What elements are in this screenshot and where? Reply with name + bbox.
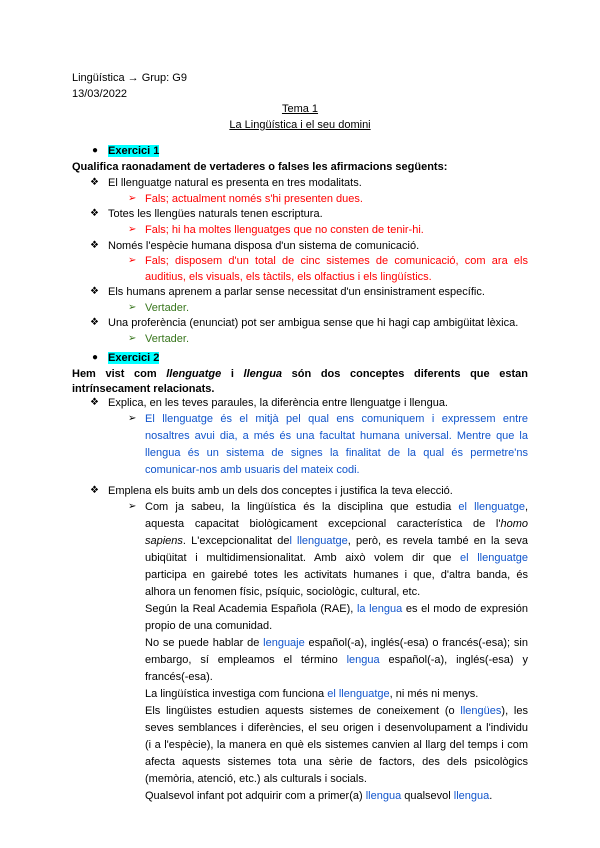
diamond-icon: ❖ [90, 208, 99, 219]
diamond-icon: ❖ [90, 240, 99, 251]
fill-paragraph-1-line-2: aquesta capacitat biològicament excepcional característica de l'homo [145, 518, 528, 530]
fill-paragraph-1-line-4: ubiqüitat i multidimensionalitat. Amb això volem dir que el llenguatge [145, 552, 528, 564]
answer-q1-line-2: nosaltres avui dia, a més és una facultat humana universal. Mentre que la [145, 430, 528, 442]
arrow-icon: ➢ [128, 224, 137, 235]
exercise-2-intro-line-1: Hem vist com llenguatge i llengua són dos conceptes diferents que estan [72, 368, 528, 380]
answer-2: Fals; hi ha moltes llenguatges que no consten de tenir-hi. [145, 224, 424, 236]
diamond-icon: ❖ [90, 286, 99, 297]
fill-paragraph-6: Qualsevol infant pot adquirir com a primer(a) llengua qualsevol llengua. [145, 790, 493, 802]
answer-q1-line-3: llengua és un sistema de signes la finalitat de la qual és permetre'ns [145, 447, 528, 459]
fill-paragraph-1-line-5: participa en gairebé totes les activitats humanes i que, d'altra banda, és [145, 569, 528, 581]
fill-paragraph-1-line-6: alhora un fenomen físic, psíquic, sociològic, cultural, etc. [145, 586, 421, 598]
document-subject: Lingüística → Grup: G9 [72, 72, 187, 84]
answer-3-line-1: Fals; disposem d'un total de cinc sistemes de comunicació, com ara els [145, 255, 528, 267]
diamond-icon: ❖ [90, 397, 99, 408]
answer-4: Vertader. [145, 302, 190, 314]
fill-paragraph-5-line-2: seves semblances i diferències, el seu origen i desenvolupament a l'individu [145, 722, 528, 734]
arrow-icon: ➢ [128, 302, 137, 313]
statement-5: Una proferència (enunciat) pot ser ambigua sense que hi hagi cap ambigüitat lèxica. [108, 317, 519, 329]
answer-q1-line-4: comunicar-nos amb usuaris del mateix codi. [145, 464, 360, 476]
page-subtitle: La Lingüística i el seu domini [229, 119, 371, 131]
arrow-icon: ➢ [128, 501, 137, 512]
page-title: Tema 1 [281, 103, 319, 115]
answer-3-line-2: auditius, els visuals, els tàctils, els olfactius i els lingüístics. [145, 271, 432, 283]
statement-2: Totes les llengües naturals tenen escriptura. [108, 208, 323, 220]
exercise-1-instruction: Qualifica raonadament de vertaderes o falses les afirmacions següents: [72, 161, 448, 173]
question-2: Emplena els buits amb un dels dos conceptes i justifica la teva elecció. [108, 485, 453, 497]
fill-paragraph-1-line-1: Com ja sabeu, la lingüística és la disciplina que estudia el llenguatge, [145, 501, 529, 513]
bullet-icon: ● [92, 145, 99, 156]
answer-q1-line-1: El llenguatge és el mitjà pel qual ens comuniquem i expressem entre [145, 413, 528, 425]
diamond-icon: ❖ [90, 485, 99, 496]
exercise-1-heading: Exercici 1 [108, 145, 160, 157]
document-date: 13/03/2022 [72, 88, 128, 100]
fill-paragraph-3-line-3: francés(-esa). [145, 671, 213, 683]
statement-4: Els humans aprenem a parlar sense necessitat d'un ensinistrament específic. [108, 286, 485, 298]
question-1: Explica, en les teves paraules, la diferència entre llenguatge i llengua. [108, 397, 448, 409]
fill-paragraph-2-line-2: propio de una comunidad. [145, 620, 273, 632]
fill-paragraph-2-line-1: Según la Real Academia Española (RAE), la lengua es el modo de expresión [145, 603, 528, 615]
diamond-icon: ❖ [90, 317, 99, 328]
arrow-icon: ➢ [128, 333, 137, 344]
fill-paragraph-4: La lingüística investiga com funciona el llenguatge, ni més ni menys. [145, 688, 479, 700]
diamond-icon: ❖ [90, 177, 99, 188]
statement-3: Només l'espècie humana disposa d'un sistema de comunicació. [108, 240, 420, 252]
fill-paragraph-1-line-3: sapiens. L'excepcionalitat del llenguatge, però, es revela també en la seva [145, 535, 528, 547]
fill-paragraph-5-line-3: (i a l'espècie), la manera en què els sistemes canvien al llarg del temps i com [145, 739, 528, 751]
fill-paragraph-3-line-2: embargo, sí empleamos el término lengua español(-a), inglés(-esa) y [145, 654, 528, 666]
bullet-icon: ● [92, 352, 99, 363]
fill-paragraph-5-line-5: (memòria, atenció, etc.) als culturals i socials. [145, 773, 367, 785]
arrow-icon: ➢ [128, 413, 137, 424]
exercise-2-intro-line-2: intrínsecament relacionats. [72, 383, 215, 395]
fill-paragraph-5-line-1: Els lingüistes estudien aquests sistemes de coneixement (o llengües), les [145, 705, 528, 717]
arrow-icon: ➢ [128, 255, 137, 266]
fill-paragraph-5-line-4: afecta aquests sistemes tota una sèrie de factors, des dels psicològics [145, 756, 528, 768]
exercise-2-heading: Exercici 2 [108, 352, 160, 364]
answer-1: Fals; actualment només s'hi presenten dues. [145, 193, 363, 205]
statement-1: El llenguatge natural es presenta en tres modalitats. [108, 177, 362, 189]
fill-paragraph-3-line-1: No se puede hablar de lenguaje español(-a), inglés(-esa) o francés(-esa); sin [145, 637, 528, 649]
arrow-icon: ➢ [128, 193, 137, 204]
answer-5: Vertader. [145, 333, 190, 345]
